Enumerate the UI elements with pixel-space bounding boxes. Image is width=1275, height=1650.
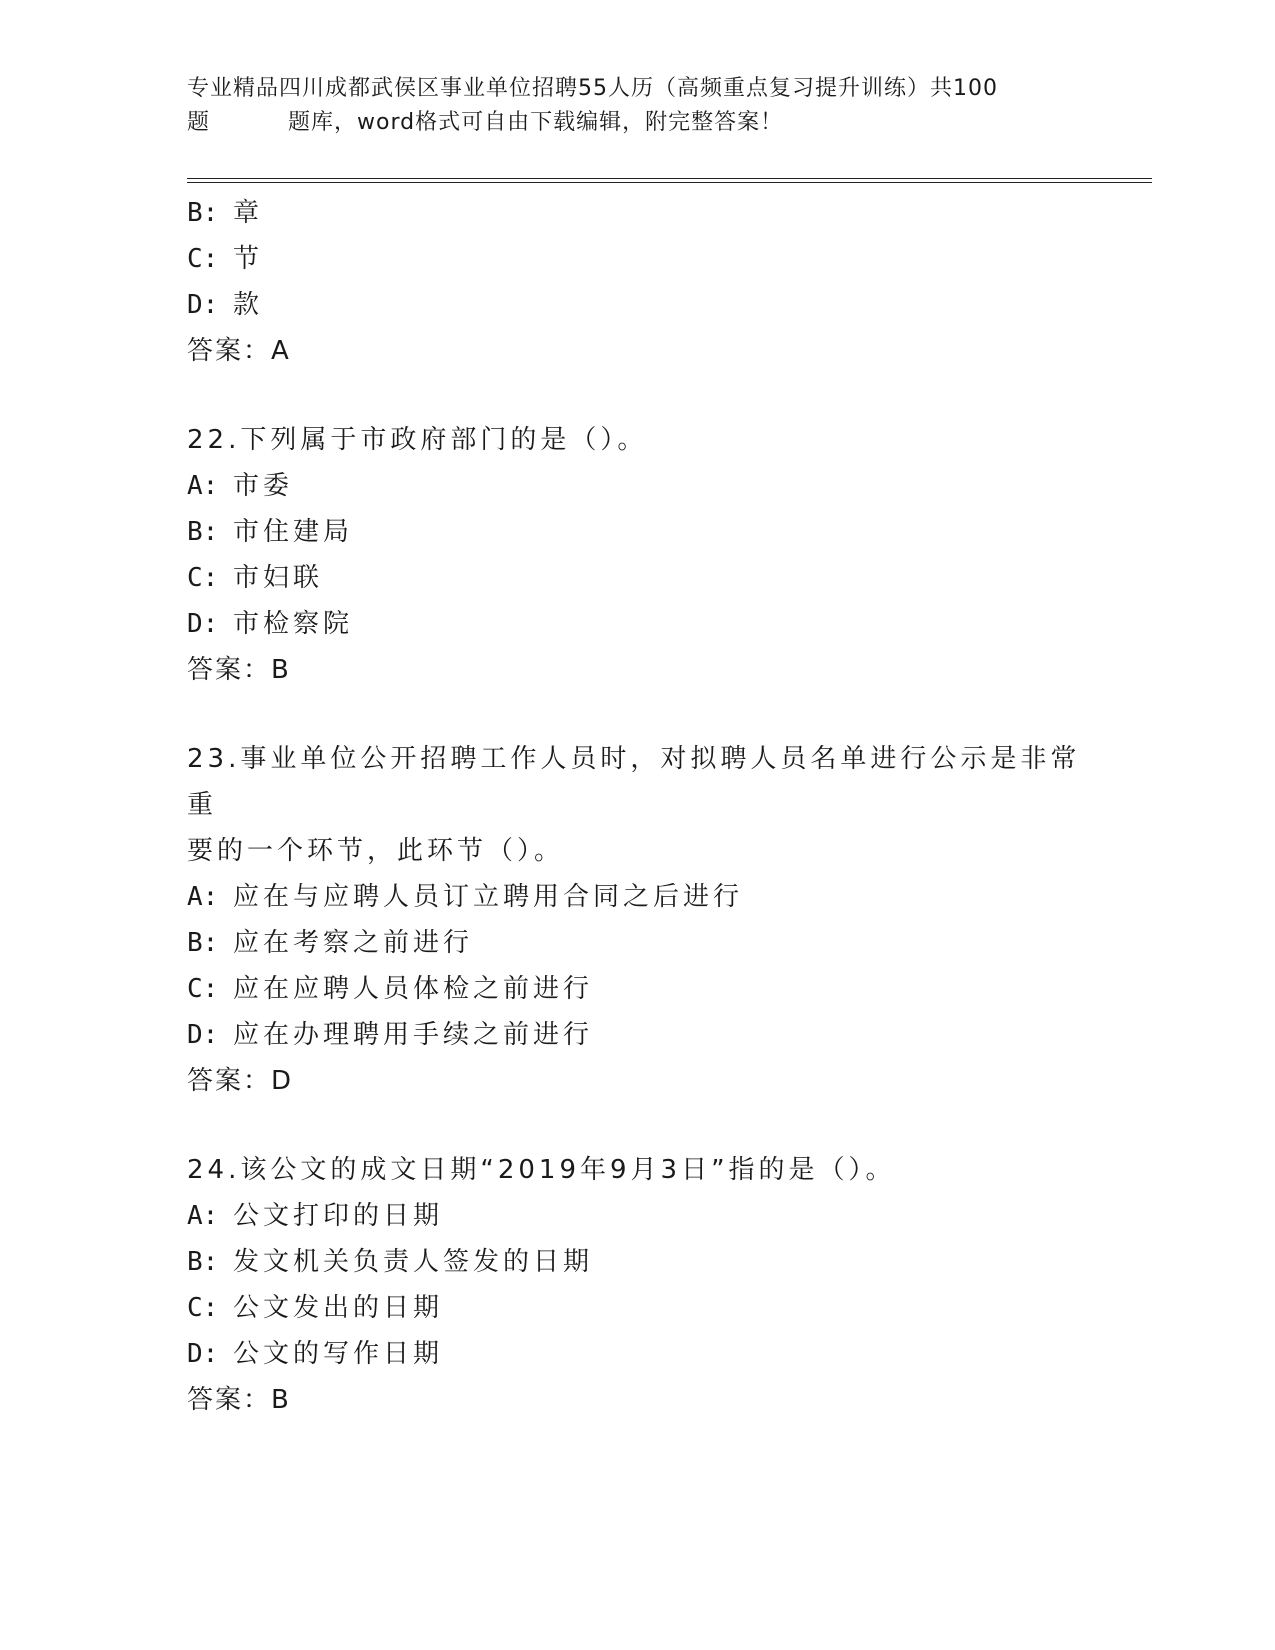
- header-divider-bottom: [187, 182, 1152, 183]
- option-text: 款: [233, 290, 264, 320]
- question-21-tail: [187, 190, 1087, 374]
- option-row: [187, 190, 1087, 236]
- question-stem: 24.该公文的成文日期“2019年9月3日”指的是（）。: [187, 1155, 896, 1185]
- question-stem: 22.下列属于市政府部门的是（）。: [187, 425, 648, 455]
- option-label: C:: [187, 244, 219, 274]
- option-text: 应在与应聘人员订立聘用合同之后进行: [233, 882, 744, 912]
- option-row: [187, 282, 1087, 328]
- answer-line: 答案：D: [187, 1066, 294, 1096]
- option-text: 公文发出的日期: [233, 1293, 444, 1323]
- option-text: 市委: [233, 471, 294, 501]
- answer-line: 答案：B: [187, 1385, 291, 1415]
- option-label: B:: [187, 1247, 219, 1277]
- header-divider-top: [187, 178, 1152, 179]
- option-label: A:: [187, 1201, 219, 1231]
- answer-line: 答案：B: [187, 655, 291, 685]
- answer-line: 答案：A: [187, 336, 291, 366]
- option-text: 应在办理聘用手续之前进行: [233, 1020, 594, 1050]
- option-text: 应在考察之前进行: [233, 928, 474, 958]
- option-row: [187, 1331, 1087, 1377]
- option-row: [187, 966, 1087, 1012]
- option-label: D:: [187, 1339, 219, 1369]
- header-title-line1: 专业精品四川成都武侯区事业单位招聘55人历（高频重点复习提升训练）共100: [187, 76, 998, 101]
- option-label: B:: [187, 517, 219, 547]
- option-text: 章: [233, 198, 264, 228]
- option-label: A:: [187, 471, 219, 501]
- option-label: B:: [187, 928, 219, 958]
- option-label: B:: [187, 198, 219, 228]
- option-label: D:: [187, 609, 219, 639]
- header-line2-right: 题库，word格式可自由下载编辑，附完整答案！: [288, 110, 784, 135]
- option-row: [187, 920, 1087, 966]
- option-row: [187, 555, 1087, 601]
- option-text: 应在应聘人员体检之前进行: [233, 974, 594, 1004]
- option-row: [187, 1193, 1087, 1239]
- option-label: C:: [187, 974, 219, 1004]
- page-header: [187, 72, 1087, 140]
- option-row: [187, 874, 1087, 920]
- question-23: [187, 736, 1087, 1104]
- option-label: D:: [187, 290, 219, 320]
- question-stem-continued: 要的一个环节，此环节（）。: [187, 836, 565, 866]
- option-label: C:: [187, 563, 219, 593]
- option-text: 节: [233, 244, 264, 274]
- option-row: [187, 463, 1087, 509]
- option-text: 市住建局: [233, 517, 354, 547]
- option-text: 公文的写作日期: [233, 1339, 444, 1369]
- option-text: 公文打印的日期: [233, 1201, 444, 1231]
- option-row: [187, 601, 1087, 647]
- option-text: 市妇联: [233, 563, 324, 593]
- question-stem: 23.事业单位公开招聘工作人员时，对拟聘人员名单进行公示是非常重: [187, 744, 1081, 820]
- header-title-line2: [187, 106, 1087, 140]
- question-22: [187, 417, 1087, 693]
- question-24: [187, 1147, 1087, 1423]
- header-line2-left: 题: [187, 110, 211, 135]
- option-text: 市检察院: [233, 609, 354, 639]
- option-row: [187, 1012, 1087, 1058]
- option-text: 发文机关负责人签发的日期: [233, 1247, 594, 1277]
- option-label: D:: [187, 1020, 219, 1050]
- option-row: [187, 509, 1087, 555]
- option-row: [187, 1285, 1087, 1331]
- option-label: A:: [187, 882, 219, 912]
- option-label: C:: [187, 1293, 219, 1323]
- document-body: [187, 190, 1087, 1423]
- option-row: [187, 1239, 1087, 1285]
- option-row: [187, 236, 1087, 282]
